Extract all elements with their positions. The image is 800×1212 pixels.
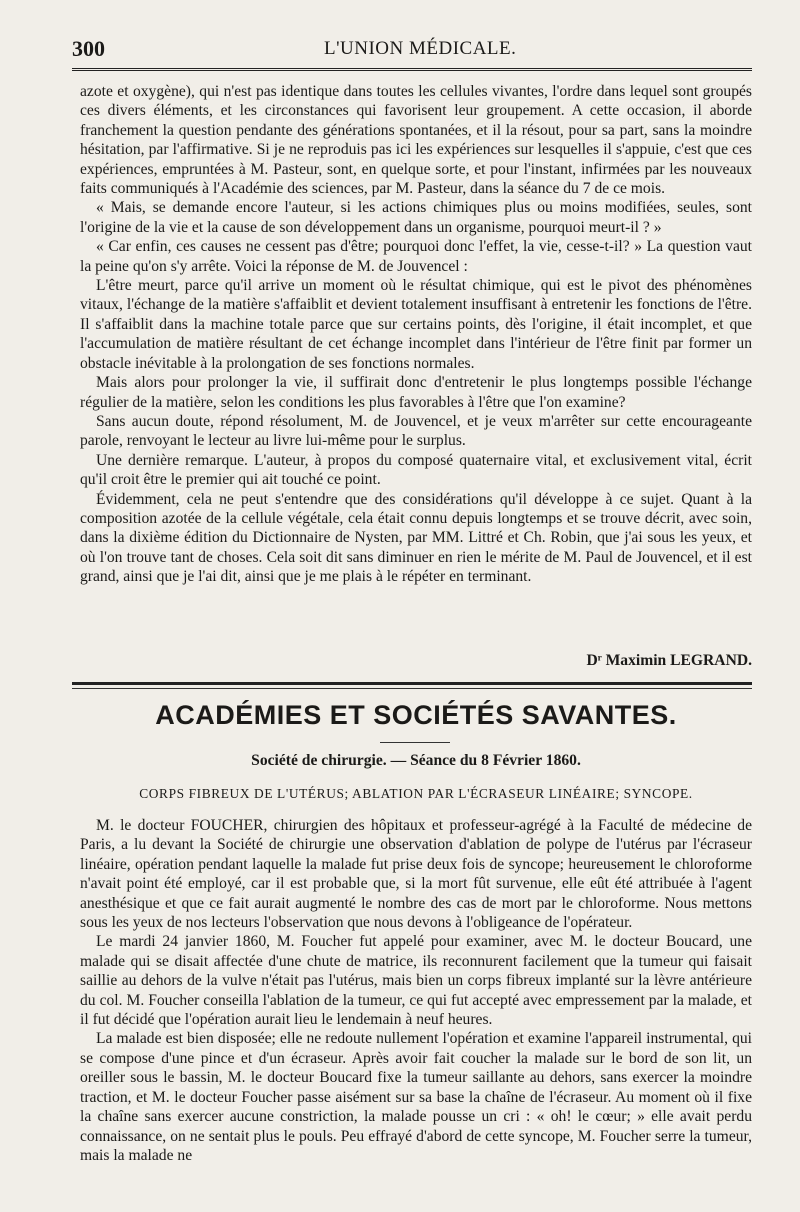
subsection-title: CORPS FIBREUX DE L'UTÉRUS; ABLATION PAR L'ÉCRASEUR LINÉAIRE; SYNCOPE.: [139, 786, 693, 801]
section-divider-top: [72, 682, 752, 685]
article-paragraph: L'être meurt, parce qu'il arrive un moment où le résultat chimique, qui est le pivot des phénomènes vitaux, l'échange de la matière s'affaiblit et devient totalement insuffisant à entretenir les fonctions de l'être. Il s'affaiblit dans la machine totale parce que sur certains points, dès l'origine, il était incomplet, et que l'accumulation de matière résultant de cet échange incomplet dans l'intérieur de l'être finit par former un obstacle inévitable à la prolongation de ses fonctions normales.: [80, 277, 752, 372]
section-body: [80, 816, 752, 1165]
article-paragraph: Une dernière remarque. L'auteur, à propos du composé quaternaire vital, et exclusivement vital, écrit qu'il croit être le premier qui ait touché ce point.: [80, 451, 752, 489]
author-signature: Dʳ Maximin LEGRAND.: [586, 652, 752, 669]
article-body: [80, 82, 752, 587]
article-paragraph: Mais alors pour prolonger la vie, il suffirait donc d'entretenir le plus longtemps possible l'échange régulier de la matière, selon les conditions les plus favorables à l'être que l'on examine?: [80, 374, 752, 411]
section-title: ACADÉMIES ET SOCIÉTÉS SAVANTES.: [155, 700, 677, 730]
article-paragraph: « Car enfin, ces causes ne cessent pas d'être; pourquoi donc l'effet, la vie, cesse-t-il? » La question vaut la peine qu'on s'y arrête. Voici la réponse de M. de Jouvencel :: [80, 238, 752, 275]
title-underline: [380, 742, 450, 743]
journal-title: L'UNION MÉDICALE.: [324, 38, 517, 59]
session-line: Société de chirurgie. — Séance du 8 Février 1860.: [251, 752, 581, 769]
section-paragraph: La malade est bien disposée; elle ne redoute nullement l'opération et examine l'appareil instrumental, qui se compose d'une pince et d'un écraseur. Après avoir fait coucher la malade sur le bord de son lit, un oreiller sous le bassin, M. le docteur Boucard fixe la tumeur saillante au dehors, sans exercer la moindre traction, et M. le docteur Foucher passe aisément sur sa base la chaîne de l'écraseur. Au moment où il fixe la chaîne sans exercer aucune constriction, la malade pousse un cri : « oh! le cœur; » elle avait perdu connaissance, on ne sentait plus le pouls. Peu effrayé d'abord de cette syncope, M. Foucher serre la tumeur, mais la malade ne: [80, 1030, 752, 1164]
page-number: 300: [72, 36, 105, 61]
running-header: [72, 34, 752, 66]
section-paragraph: Le mardi 24 janvier 1860, M. Foucher fut appelé pour examiner, avec M. le docteur Boucard, une malade qui se disait affectée d'une chute de matrice, ils reconnurent facilement que la tumeur qui faisait saillie au dehors de la vulve n'était pas l'utérus, mais bien un corps fibreux implanté sur la lèvre antérieure du col. M. Foucher conseilla l'ablation de la tumeur, ce qui fut accepté avec empressement par la malade, et il fut décidé que l'opération aurait lieu le lendemain à neuf heures.: [80, 933, 752, 1029]
article-paragraph: « Mais, se demande encore l'auteur, si les actions chimiques plus ou moins modifiées, seules, sont l'origine de la vie et la cause de son développement dans un organisme, pourquoi meurt-il ? »: [80, 199, 752, 236]
article-paragraph: Évidemment, cela ne peut s'entendre que des considérations qu'il développe à ce sujet. Quant à la composition azotée de la cellule végétale, cela était connu depuis longtemps et se trouve décrit, avec soin, dans la dixième édition du Dictionnaire de Nysten, par MM. Littré et Ch. Robin, que j'ai sous les yeux, et où l'on trouve tant de choses. Cela soit dit sans diminuer en rien le mérite de M. Paul de Jouvencel, et il est grand, ainsi que je l'ai dit, ainsi que je me plais à le répéter en terminant.: [80, 490, 752, 586]
section-paragraph: M. le docteur FOUCHER, chirurgien des hôpitaux et professeur-agrégé à la Faculté de médecine de Paris, a lu devant la Société de chirurgie une observation d'ablation de polype de l'utérus par l'écraseur linéaire, opération pendant laquelle la malade fut prise deux fois de syncope; heureusement le chloroforme n'avait point été employé, car il est probable que, si la mort fût survenue, elle eût été attribuée à l'agent anesthésique et que ce fait aurait augmenté le nombre des cas de mort par le chloroforme. Nous mettons sous les yeux de nos lecteurs l'observation que nous devons à l'obligeance de l'opérateur.: [80, 817, 752, 932]
section-divider-bottom: [72, 688, 752, 689]
article-paragraph: azote et oxygène), qui n'est pas identique dans toutes les cellules vivantes, l'ordre dans lequel sont groupés ces divers éléments, et les circonstances qui favorisent leur groupement. A cette occasion, il aborde franchement la question pendante des générations spontanées, et il la résout, pour sa part, sans la moindre hésitation, par l'affirmative. Si je ne reproduis pas ici les expériences sur lesquelles il s'appuie, c'est que ces expériences, empruntées à M. Pasteur, sont, en quelque sorte, et pour l'instant, infirmées par les nouveaux faits communiqués à l'Académie des sciences, par M. Pasteur, dans la séance du 7 de ce mois.: [80, 83, 752, 198]
article-paragraph: Sans aucun doute, répond résolument, M. de Jouvencel, et je veux m'arrêter sur cette encourageante parole, renvoyant le lecteur au livre lui-même pour le surplus.: [80, 412, 752, 450]
header-rule: [72, 68, 752, 71]
